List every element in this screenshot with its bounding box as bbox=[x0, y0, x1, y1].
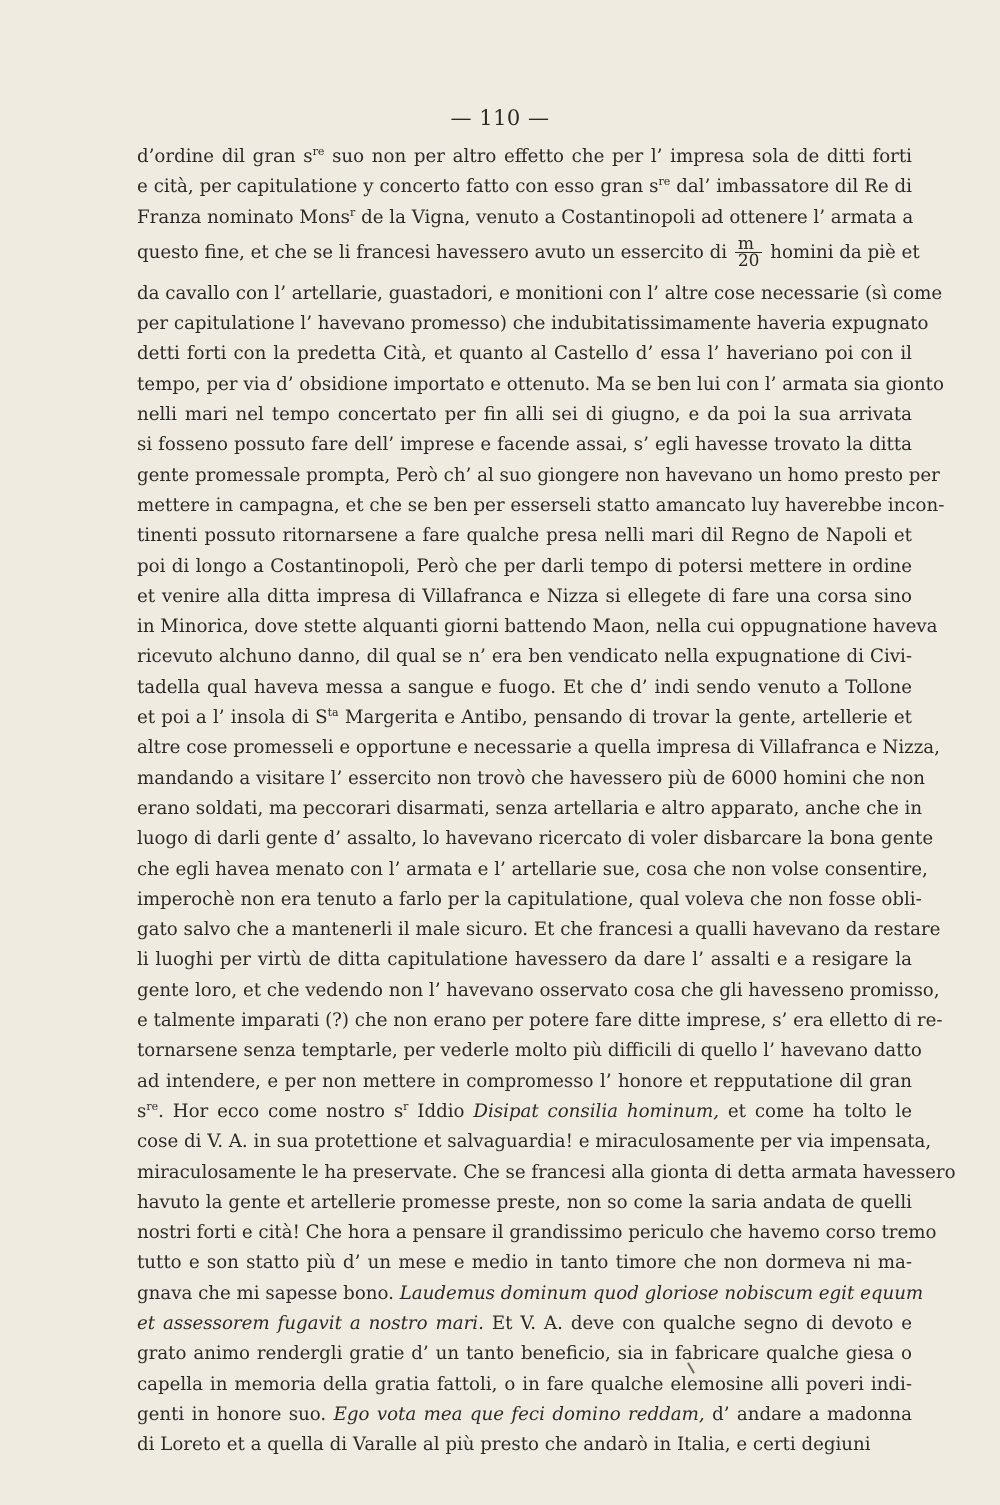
text-segment: cose di V. A. in sua protettione et salvaguardia! e miraculosamente per via impensata, bbox=[137, 1131, 932, 1153]
text-line bbox=[137, 233, 920, 279]
text-segment: homini da piè et bbox=[764, 241, 920, 263]
text-segment: d’ andare a madonna bbox=[704, 1403, 912, 1425]
text-line bbox=[137, 642, 912, 672]
text-segment: erano soldati, ma peccorari disarmati, senza artellaria e altro apparato, anche che in bbox=[137, 797, 923, 819]
text-line bbox=[137, 824, 934, 854]
fraction-denominator: 20 bbox=[737, 251, 760, 272]
superscript: re bbox=[146, 1099, 159, 1113]
superscript: ta bbox=[327, 706, 339, 720]
superscript: re bbox=[312, 145, 325, 158]
text-line bbox=[137, 1158, 956, 1188]
text-line bbox=[137, 1006, 943, 1036]
text-line bbox=[137, 1339, 912, 1369]
text-line bbox=[137, 915, 941, 945]
text-line bbox=[137, 885, 922, 915]
text-segment: d’ordine dil gran s bbox=[137, 146, 313, 167]
text-segment: nelli mari nel tempo concertato per fin alli sei di giugno, e da poi la sua arrivata bbox=[137, 404, 912, 426]
text-line bbox=[137, 945, 912, 975]
text-segment: Iddio bbox=[408, 1100, 474, 1122]
text-segment: per capitulatione l’ havevano promesso) che indubitatissimamente haveria expugnato bbox=[137, 313, 929, 335]
text-line bbox=[137, 1097, 912, 1127]
text-segment: gato salvo che a mantenerli il male sicuro. Et che francesi a qualli havevano da restare bbox=[137, 919, 941, 941]
text-segment: et come ha tolto le bbox=[719, 1100, 912, 1122]
superscript: r bbox=[350, 205, 356, 219]
italic-quote: et assessorem fugavit a nostro mari. bbox=[137, 1312, 484, 1334]
text-segment: et venire alla ditta impresa di Villafranca e Nizza si ellegete di fare una corsa sino bbox=[137, 585, 912, 607]
text-segment: mettere in campagna, et che se ben per esserseli statto amancato luy haverebbe incon- bbox=[137, 494, 945, 516]
text-segment: li luoghi per virtù de ditta capitulatione havessero da dare l’ assalti e a resigare la bbox=[137, 949, 912, 971]
superscript: re bbox=[658, 175, 671, 189]
text-segment: che egli havea menato con l’ armata e l’ artellarie sue, cosa che non volse consentire, bbox=[137, 858, 928, 880]
text-segment: gente loro, et che vedendo non l’ havevano osservato cosa che gli havesseno promisso, bbox=[137, 979, 940, 1001]
text-segment: genti in honore suo. bbox=[137, 1403, 334, 1425]
text-segment: suo non per altro effetto che per l’ impresa sola de ditti forti bbox=[324, 146, 913, 167]
text-line bbox=[137, 582, 912, 612]
text-line bbox=[137, 794, 923, 824]
text-line bbox=[137, 491, 945, 521]
text-segment: tempo, per via d’ obsidione importato e ottenuto. Ma se ben lui con l’ armata sia gionto bbox=[137, 373, 944, 395]
italic-quote: Disipat consilia hominum, bbox=[473, 1100, 720, 1122]
text-line bbox=[137, 203, 912, 233]
fraction bbox=[735, 234, 763, 272]
text-segment: detti forti con la predetta Cità, et quanto al Castello d’ essa l’ haveriano poi con il bbox=[137, 343, 912, 365]
text-segment: si fosseno possuto fare dell’ imprese e facende assai, s’ egli havesse trovato la ditta bbox=[137, 434, 912, 456]
text-segment: questo fine, et che se li francesi havessero avuto un essercito di bbox=[137, 241, 733, 263]
text-line bbox=[137, 552, 912, 582]
text-segment: tornarsene senza temptarle, per vederle molto più difficili di quello l’ havevano datto bbox=[137, 1040, 922, 1062]
text-segment: altre cose promesseli e opportune e necessarie a quella impresa di Villafranca e Nizza, bbox=[137, 737, 940, 759]
text-segment: gnava che mi sapesse bono. bbox=[137, 1282, 400, 1304]
text-segment: miraculosamente le ha preservate. Che se francesi alla gionta di detta armata havessero bbox=[137, 1161, 956, 1183]
text-line bbox=[137, 976, 940, 1006]
text-segment: gente promessale prompta, Però ch’ al suo giongere non havevano un homo presto per bbox=[137, 464, 940, 486]
text-segment: capella in memoria della gratia fattoli, o in fare qualche elemosine alli poveri indi- bbox=[137, 1373, 912, 1395]
text-line bbox=[137, 1400, 912, 1430]
italic-quote: Ego vota mea que feci domino reddam, bbox=[333, 1403, 705, 1425]
text-line bbox=[137, 370, 944, 400]
text-segment: tadella qual haveva messa a sangue e fuogo. Et che d’ indi sendo venuto a Tollone bbox=[137, 676, 912, 698]
text-line bbox=[137, 1309, 912, 1339]
page-number: — 110 — bbox=[450, 106, 550, 130]
text-line bbox=[137, 1248, 912, 1278]
text-line bbox=[137, 612, 938, 642]
text-line bbox=[137, 764, 926, 794]
text-line bbox=[137, 461, 940, 491]
text-line bbox=[137, 673, 912, 703]
text-segment: Franza nominato Mons bbox=[137, 206, 351, 228]
text-segment: ricevuto alchuno danno, dil qual se n’ era ben vendicato nella expugnatione di Civi- bbox=[137, 646, 912, 668]
text-line bbox=[137, 1188, 912, 1218]
text-line bbox=[137, 430, 912, 460]
text-segment: mandando a visitare l’ essercito non trovò che havessero più de 6000 homini che non bbox=[137, 767, 926, 789]
text-segment: di Loreto et a quella di Varalle al più presto che andarò in Italia, e certi degiuni bbox=[137, 1434, 871, 1456]
text-segment: tutto e son statto più d’ un mese e medio in tanto timore che non dormeva ni ma- bbox=[137, 1252, 912, 1274]
text-line bbox=[137, 1430, 912, 1460]
text-line bbox=[137, 142, 912, 172]
text-segment: de la Vigna, venuto a Costantinopoli ad ottenere l’ armata a bbox=[355, 206, 914, 228]
text-segment: e cità, per capitulatione y concerto fatto con esso gran s bbox=[137, 176, 659, 198]
text-segment: imperochè non era tenuto a farlo per la capitulatione, qual voleva che non fosse obli- bbox=[137, 888, 922, 910]
text-segment: et poi a l’ insola di S bbox=[137, 707, 328, 729]
text-segment: . Hor ecco come nostro s bbox=[158, 1100, 404, 1122]
text-line bbox=[137, 400, 912, 430]
text-line bbox=[137, 855, 928, 885]
text-line bbox=[137, 1279, 924, 1309]
text-segment: luogo di darli gente d’ assalto, lo havevano ricercato di voler disbarcare la bona gente bbox=[137, 828, 934, 850]
text-segment: da cavallo con l’ artellarie, guastadori, e monitioni con l’ altre cose necessarie (sì come bbox=[137, 282, 943, 304]
text-segment: in Minorica, dove stette alquanti giorni battendo Maon, nella cui oppugnatione haveva bbox=[137, 616, 938, 638]
text-segment: dal’ imbassatore dil Re di bbox=[670, 176, 912, 198]
text-segment: grato animo rendergli gratie d’ un tanto beneficio, sia in fabricare qualche giesa o bbox=[137, 1343, 912, 1365]
text-line bbox=[137, 1370, 912, 1400]
body-text bbox=[137, 142, 956, 1460]
text-line bbox=[137, 279, 943, 309]
text-segment: s bbox=[137, 1100, 147, 1122]
text-line bbox=[137, 521, 912, 551]
text-line bbox=[137, 1067, 912, 1097]
text-line bbox=[137, 172, 912, 202]
text-line bbox=[137, 1127, 932, 1157]
superscript: r bbox=[403, 1099, 409, 1113]
text-segment: Et V. A. deve con qualche segno di devoto e bbox=[483, 1312, 912, 1334]
text-line bbox=[137, 339, 912, 369]
text-segment: havuto la gente et artellerie promesse preste, non so come la saria andata de quelli bbox=[137, 1191, 912, 1213]
text-line bbox=[137, 309, 929, 339]
text-line bbox=[137, 1218, 937, 1248]
text-line bbox=[137, 703, 912, 733]
italic-quote: Laudemus dominum quod gloriose nobiscum egit equum bbox=[399, 1282, 924, 1304]
text-line bbox=[137, 1036, 922, 1066]
text-segment: ad intendere, e per non mettere in compromesso l’ honore et repputatione dil gran bbox=[137, 1070, 912, 1092]
text-line bbox=[137, 733, 940, 763]
text-segment: poi di longo a Costantinopoli, Però che per darli tempo di potersi mettere in ordine bbox=[137, 555, 912, 577]
text-segment: nostri forti e cità! Che hora a pensare il grandissimo periculo che havemo corso tremo bbox=[137, 1222, 937, 1244]
text-segment: tinenti possuto ritornarsene a fare qualche presa nelli mari dil Regno de Napoli et bbox=[137, 525, 912, 547]
fraction-numerator: m bbox=[737, 234, 754, 255]
text-segment: Margerita e Antibo, pensando di trovar la gente, artellerie et bbox=[338, 707, 912, 729]
text-segment: e talmente imparati (?) che non erano per potere fare ditte imprese, s’ era elletto di re- bbox=[137, 1010, 943, 1032]
